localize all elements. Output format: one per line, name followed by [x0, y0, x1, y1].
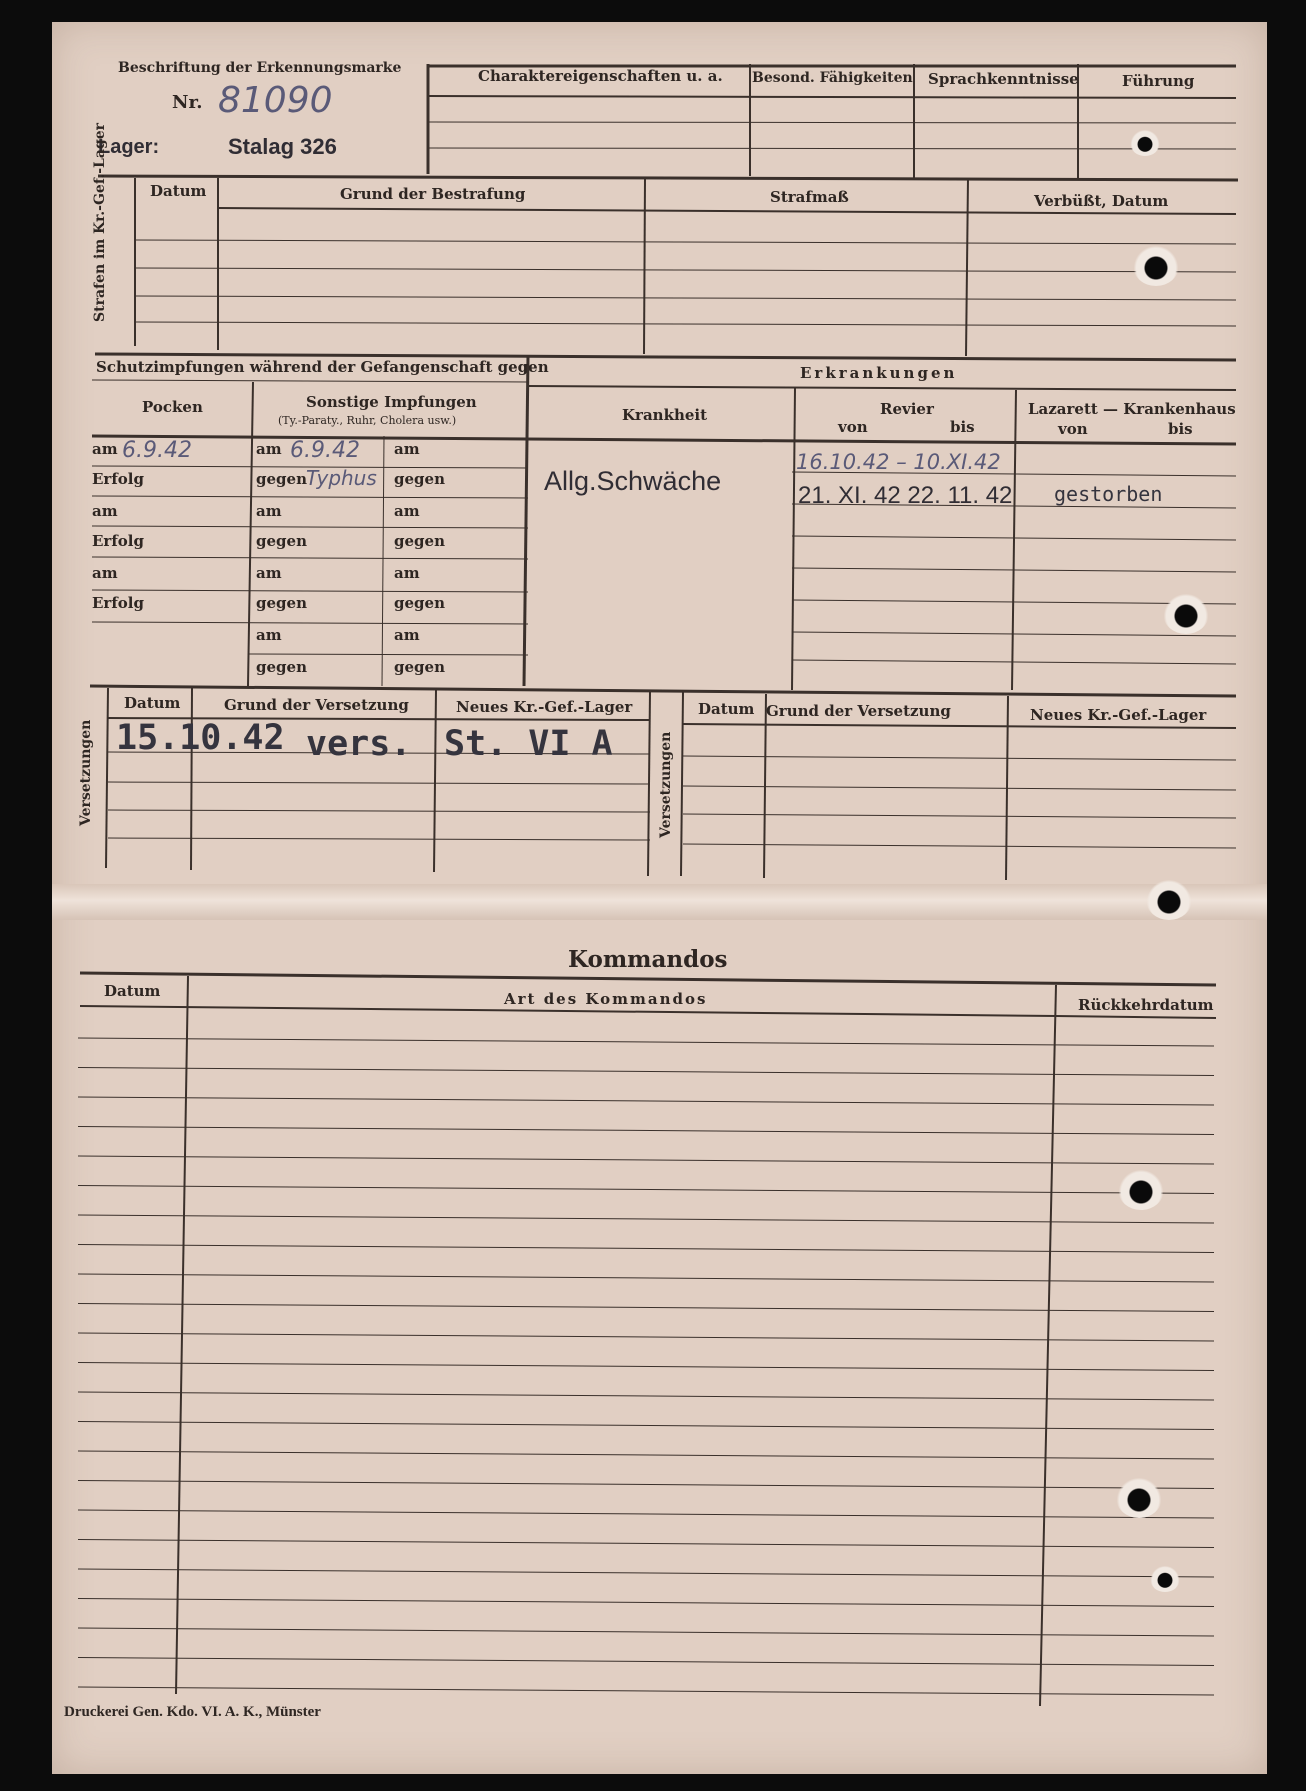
lazarett-entry: gestorben	[1054, 482, 1163, 506]
lager-value: Stalag 326	[228, 134, 337, 159]
sonstige-row-label: gegen	[256, 658, 307, 676]
strafen-strafmass: Strafmaß	[770, 188, 849, 206]
sonstige2-row-label: am	[394, 564, 420, 582]
vers-lager-header: Neues Kr.-Gef.-Lager	[456, 698, 633, 716]
sonstige-row-label: gegen	[256, 594, 307, 612]
revier-header: Revier	[880, 400, 934, 418]
header-sprache: Sprachkenntnisse	[928, 70, 1079, 88]
strafen-side-label: Strafen im Kr.-Gef.-Lager	[92, 122, 108, 322]
revier-entry-2: 21. XI. 42 22. 11. 42	[798, 482, 1013, 509]
krankheit-header: Krankheit	[622, 406, 708, 424]
vers2-datum-header: Datum	[698, 700, 755, 718]
revier-von: von	[838, 418, 868, 436]
sonstige2-row-label: gegen	[394, 532, 445, 550]
lager-label: Lager:	[98, 136, 160, 158]
vers2-grund-header: Grund der Versetzung	[766, 702, 951, 720]
punch-hole	[1146, 880, 1192, 920]
sonstige-gegen-value: Typhus	[306, 466, 377, 490]
sonstige2-row-label: gegen	[394, 594, 445, 612]
header-charakter: Charaktereigenschaften u. a.	[478, 67, 723, 85]
pocken-row-label: am	[92, 502, 118, 520]
revier-entry-1: 16.10.42 – 10.XI.42	[796, 450, 1001, 474]
pocken-row-label: Erfolg	[92, 594, 144, 612]
vers-grund-header: Grund der Versetzung	[224, 696, 409, 714]
header-faehigkeiten: Besond. Fähigkeiten	[752, 70, 913, 86]
lazarett-von: von	[1058, 420, 1088, 438]
sonstige2-row-label: gegen	[394, 658, 445, 676]
impfungen-title: Schutzimpfungen während der Gefangenschaft gegen	[96, 358, 549, 376]
punch-hole	[1130, 130, 1160, 156]
versetzungen-side-label-2: Versetzungen	[658, 731, 674, 838]
sonstige-row-label: am	[256, 502, 282, 520]
punch-hole	[1163, 594, 1209, 634]
vers-entry-lager: St. VI A	[444, 724, 613, 764]
sonstige2-row-label: am	[394, 626, 420, 644]
punch-hole	[1116, 1478, 1162, 1518]
sonstige2-row-label: am	[394, 440, 420, 458]
pocken-date: 6.9.42	[122, 438, 192, 463]
strafen-verbuesst: Verbüßt, Datum	[1034, 192, 1169, 210]
sonstige-row-label: am	[256, 626, 282, 644]
lazarett-header: Lazarett — Krankenhaus	[1028, 400, 1236, 418]
strafen-grund: Grund der Bestrafung	[340, 185, 526, 203]
punch-hole	[1118, 1170, 1164, 1210]
vers-entry-datum: 15.10.42	[116, 718, 285, 758]
pocken-header: Pocken	[142, 398, 203, 416]
vers-entry-grund: vers.	[306, 724, 412, 764]
sonstige-row-label: am	[256, 564, 282, 582]
punch-hole	[1133, 246, 1179, 286]
pocken-row-label: am	[92, 440, 118, 458]
sonstige-date: 6.9.42	[290, 438, 360, 463]
lazarett-bis: bis	[1168, 420, 1193, 438]
kommandos-art-header: Art des Kommandos	[504, 990, 708, 1008]
sonstige2-row-label: am	[394, 502, 420, 520]
nr-label: Nr.	[172, 92, 203, 113]
sonstige-row-label: gegen	[256, 470, 307, 488]
sonstige2-row-label: gegen	[394, 470, 445, 488]
vers-datum-header: Datum	[124, 694, 181, 712]
sonstige-row-label: gegen	[256, 532, 307, 550]
sonstige-header: Sonstige Impfungen	[306, 393, 477, 411]
sonstige-row-label: am	[256, 440, 282, 458]
pocken-row-label: Erfolg	[92, 532, 144, 550]
diagnosis: Allg.Schwäche	[544, 466, 722, 496]
printer-imprint: Druckerei Gen. Kdo. VI. A. K., Münster	[64, 1704, 321, 1720]
versetzungen-side-label: Versetzungen	[78, 719, 94, 826]
punch-hole	[1150, 1566, 1180, 1592]
pocken-row-label: am	[92, 564, 118, 582]
kommandos-datum-header: Datum	[104, 982, 161, 1000]
strafen-datum: Datum	[150, 182, 207, 200]
vers2-lager-header: Neues Kr.-Gef.-Lager	[1030, 706, 1207, 724]
nr-value: 81090	[218, 80, 333, 121]
pocken-row-label: Erfolg	[92, 470, 144, 488]
revier-bis: bis	[950, 418, 975, 436]
sonstige-subheader: (Ty.-Paraty., Ruhr, Cholera usw.)	[278, 414, 457, 427]
kommandos-rueckkehr-header: Rückkehrdatum	[1078, 996, 1214, 1014]
kommandos-title: Kommandos	[568, 946, 728, 973]
header-fuehrung: Führung	[1122, 72, 1195, 90]
erkrankungen-title: Erkrankungen	[800, 364, 958, 382]
id-tag-heading: Beschriftung der Erkennungsmarke	[118, 60, 402, 76]
